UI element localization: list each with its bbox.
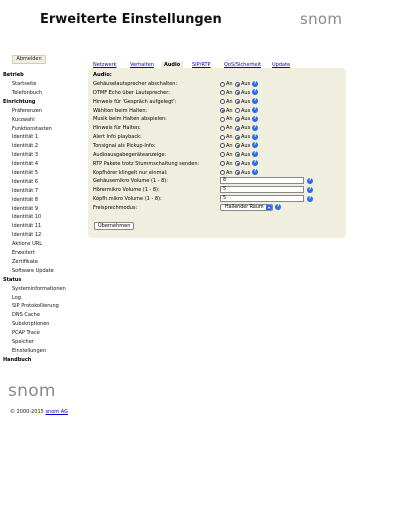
copyright-text: © 2000-2015 xyxy=(10,409,46,415)
radio-off-label: Aus xyxy=(241,169,251,176)
setting-label: Kopfh.mikro Volume (1 - 8): xyxy=(93,196,162,203)
setting-row xyxy=(93,195,343,203)
setting-row xyxy=(93,142,343,150)
radio-on[interactable] xyxy=(220,135,225,140)
sidebar-item-systeminformationen[interactable]: Systeminformationen xyxy=(12,285,66,292)
help-icon[interactable]: ? xyxy=(253,133,257,139)
setting-label: Hinweis für 'Gespräch aufgelegt': xyxy=(93,98,177,105)
radio-off-label: Aus xyxy=(241,142,251,149)
sidebar-item-log[interactable]: Log xyxy=(12,294,21,301)
radio-off-label: Aus xyxy=(241,134,251,141)
help-icon[interactable]: ? xyxy=(253,107,257,113)
radio-off[interactable] xyxy=(235,108,240,113)
radio-off[interactable] xyxy=(235,99,240,104)
sidebar-item-identitat-3[interactable]: Identität 3 xyxy=(12,152,38,159)
sidebar-item-identitat-6[interactable]: Identität 6 xyxy=(12,178,38,185)
tab-update[interactable]: Update xyxy=(272,62,291,68)
sidebar-section-betrieb[interactable]: Betrieb xyxy=(3,72,24,78)
setting-row xyxy=(93,80,343,88)
setting-label: Hörermikro Volume (1 - 8): xyxy=(93,187,160,194)
help-icon[interactable]: ? xyxy=(308,195,312,201)
radio-on-label: An xyxy=(226,81,233,87)
sidebar-item-startseite[interactable]: Startseite xyxy=(12,81,37,87)
setting-label: Tonsignal als Pickup-Info: xyxy=(93,142,156,149)
sidebar-item-identitat-9[interactable]: Identität 9 xyxy=(12,205,38,212)
setting-label: RTP Pakete trotz Stummschaltung senden: xyxy=(93,160,200,167)
radio-on[interactable] xyxy=(220,117,225,122)
volume-input[interactable]: 8 xyxy=(220,177,304,184)
setting-row xyxy=(93,160,343,168)
snom-ag-link[interactable]: snom AG xyxy=(45,409,68,415)
help-icon[interactable]: ? xyxy=(253,160,257,166)
sidebar-item-einstellungen[interactable]: Einstellungen xyxy=(12,347,46,354)
radio-off[interactable] xyxy=(235,117,240,122)
radio-on[interactable] xyxy=(220,143,225,148)
radio-on[interactable] xyxy=(220,126,225,131)
setting-row xyxy=(93,98,343,106)
sidebar-item-identitat-8[interactable]: Identität 8 xyxy=(12,196,38,203)
help-icon[interactable]: ? xyxy=(253,169,257,174)
radio-on-label: An xyxy=(226,89,233,96)
sidebar-item-identitat-10[interactable]: Identität 10 xyxy=(12,214,42,221)
sidebar-item-kurzwahl[interactable]: Kurzwahl xyxy=(12,116,35,123)
radio-off-label: Aus xyxy=(241,89,251,96)
logout-button[interactable]: Abmelden xyxy=(12,55,46,64)
copyright xyxy=(10,409,68,415)
tab-verhalten[interactable]: Verhalten xyxy=(130,62,154,68)
radio-on-label: An xyxy=(226,151,233,158)
help-icon[interactable]: ? xyxy=(253,89,257,95)
setting-label: Musik beim Halten abspielen: xyxy=(93,116,167,123)
help-icon[interactable]: ? xyxy=(308,186,312,192)
snom-logo: snom xyxy=(300,10,343,28)
radio-off[interactable] xyxy=(235,82,240,87)
radio-off-label: Aus xyxy=(241,98,251,105)
select-value: Hallender Raum xyxy=(225,204,264,210)
setting-row xyxy=(93,124,343,132)
setting-row xyxy=(93,107,343,115)
setting-row xyxy=(93,89,343,97)
sidebar-item-identitat-5[interactable]: Identität 5 xyxy=(12,170,38,177)
setting-label: DTMF Echo über Lautsprecher: xyxy=(93,89,170,96)
setting-label: Gehäuselautsprecher abschalten: xyxy=(93,81,178,87)
radio-off-label: Aus xyxy=(241,151,251,158)
sidebar-item-identitat-7[interactable]: Identität 7 xyxy=(12,187,38,194)
audio-settings-panel xyxy=(88,68,346,238)
sidebar-item-dns-cache[interactable]: DNS Cache xyxy=(12,312,40,319)
volume-input[interactable]: 5 xyxy=(220,186,304,193)
sidebar-item-identitat-2[interactable]: Identität 2 xyxy=(12,143,38,150)
sidebar-item-identitat-11[interactable]: Identität 11 xyxy=(12,223,42,230)
radio-off-label: Aus xyxy=(241,160,251,167)
sidebar-section-handbuch[interactable]: Handbuch xyxy=(3,356,32,363)
sidebar-item-funktionstasten[interactable]: Funktionstasten xyxy=(12,125,52,132)
sidebar-item-pcap-trace[interactable]: PCAP Trace xyxy=(12,330,40,337)
tab-audio[interactable]: Audio xyxy=(161,61,183,69)
radio-on-label: An xyxy=(226,116,233,123)
radio-on[interactable] xyxy=(220,90,225,95)
tab-sip-rtp[interactable]: SIP/RTP xyxy=(192,62,211,68)
radio-on[interactable] xyxy=(220,82,225,87)
radio-on-label: An xyxy=(226,169,233,176)
radio-off[interactable] xyxy=(235,152,240,157)
setting-row xyxy=(93,169,343,177)
radio-on[interactable] xyxy=(220,99,225,104)
sidebar-item-subskriptionen[interactable]: Subskriptionen xyxy=(12,321,50,328)
help-icon[interactable]: ? xyxy=(253,151,257,157)
setting-label: Hinweis für Halten: xyxy=(93,125,141,132)
sidebar-item-zertifikate[interactable]: Zertifikate xyxy=(12,258,38,265)
setting-row xyxy=(93,177,343,185)
setting-label: Gehäusemikro Volume (1 - 8): xyxy=(93,178,168,185)
setting-label: Alert Info playback: xyxy=(93,134,142,141)
section-heading: Audio: xyxy=(93,72,112,78)
radio-on-label: An xyxy=(226,160,233,167)
apply-button[interactable]: Übernehmen xyxy=(94,222,134,230)
sidebar-item-software-update[interactable]: Software Update xyxy=(12,267,54,274)
sidebar-item-aktions-url[interactable]: Aktions URL xyxy=(12,241,43,248)
page-title: Erweiterte Einstellungen xyxy=(40,12,222,27)
help-icon[interactable]: ? xyxy=(253,124,257,130)
radio-off[interactable] xyxy=(235,126,240,131)
sidebar-item-identitat-12[interactable]: Identität 12 xyxy=(12,232,42,239)
sidebar-item-erweitert[interactable]: Erweitert xyxy=(12,250,35,257)
radio-on-label: An xyxy=(226,134,233,141)
handsfree-mode-select[interactable] xyxy=(220,204,273,211)
help-icon[interactable]: ? xyxy=(253,115,257,121)
radio-on[interactable] xyxy=(220,152,225,157)
radio-off-label: Aus xyxy=(241,116,251,123)
setting-label: Wählton beim Halten: xyxy=(93,107,148,114)
sidebar-section-einrichtung[interactable]: Einrichtung xyxy=(3,98,36,105)
chevron-down-icon: ▾ xyxy=(267,204,270,210)
radio-on-label: An xyxy=(226,98,233,105)
radio-on-label: An xyxy=(226,125,233,132)
setting-label: Audioausgabegeräteanzeige: xyxy=(93,151,167,158)
sidebar-item-speicher[interactable]: Speicher xyxy=(12,339,34,346)
setting-row xyxy=(93,151,343,159)
sidebar-item-identitat-1[interactable]: Identität 1 xyxy=(12,134,38,141)
help-icon[interactable]: ? xyxy=(308,177,312,183)
setting-row xyxy=(93,204,343,212)
sidebar-item-identitat-4[interactable]: Identität 4 xyxy=(12,161,38,168)
radio-on[interactable] xyxy=(220,108,225,113)
tab-qos-sicherheit[interactable]: QoS/Sicherheit xyxy=(224,62,261,68)
volume-input[interactable]: 5 xyxy=(220,195,304,202)
radio-off[interactable] xyxy=(235,143,240,148)
help-icon[interactable]: ? xyxy=(253,80,257,86)
sidebar-item-telefonbuch[interactable]: Telefonbuch xyxy=(12,89,42,96)
radio-on-label: An xyxy=(226,107,233,114)
sidebar-nav xyxy=(3,71,85,365)
radio-on[interactable] xyxy=(220,170,225,175)
radio-off-label: Aus xyxy=(241,125,251,132)
setting-row xyxy=(93,115,343,123)
sidebar-section-status[interactable]: Status xyxy=(3,276,22,283)
radio-off[interactable] xyxy=(235,135,240,140)
setting-row xyxy=(93,133,343,141)
sidebar-item-praferenzen[interactable]: Präferenzen xyxy=(12,107,42,114)
radio-off[interactable] xyxy=(235,161,240,166)
radio-off[interactable] xyxy=(235,170,240,175)
sidebar-snom-logo: snom xyxy=(8,381,56,401)
radio-off-label: Aus xyxy=(241,81,251,87)
help-icon[interactable]: ? xyxy=(276,204,280,210)
tab-netzwerk[interactable]: Netzwerk xyxy=(93,62,117,68)
radio-on-label: An xyxy=(226,142,233,149)
help-icon[interactable]: ? xyxy=(253,98,257,104)
radio-on[interactable] xyxy=(220,161,225,166)
radio-off[interactable] xyxy=(235,90,240,95)
setting-label: Kopfhörer klingelt nur einmal: xyxy=(93,169,168,176)
sidebar-item-sip-protokollierung[interactable]: SIP Protokollierung xyxy=(12,303,59,310)
setting-row xyxy=(93,186,343,194)
radio-off-label: Aus xyxy=(241,107,251,114)
help-icon[interactable]: ? xyxy=(253,142,257,148)
setting-label: Freisprechmodus: xyxy=(93,204,138,211)
